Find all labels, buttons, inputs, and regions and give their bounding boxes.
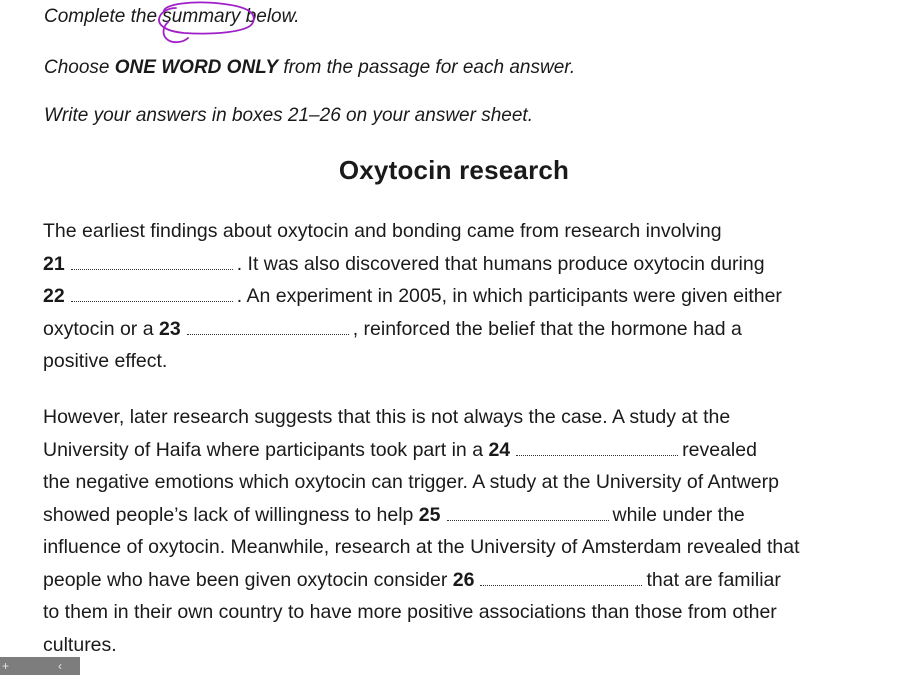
- question-number-23: 23: [158, 317, 181, 340]
- text-line: 22 . An experiment in 2005, in which participants were given either: [43, 285, 782, 307]
- instruction-write-answers: Write your answers in boxes 21–26 on your answer sheet.: [44, 105, 533, 126]
- text-line: positive effect.: [43, 350, 168, 372]
- text-line: cultures.: [43, 633, 117, 656]
- text-line: showed people’s lack of willingness to help 25 while under the: [43, 503, 745, 526]
- summary-title: Oxytocin research: [338, 155, 570, 185]
- chevron-left-icon[interactable]: ‹: [58, 659, 62, 673]
- question-number-21: 21: [43, 252, 65, 275]
- instruction-choose-one-word: Choose ONE WORD ONLY from the passage for each answer.: [44, 57, 576, 78]
- plus-icon[interactable]: +: [2, 659, 10, 673]
- question-number-25: 25: [418, 503, 441, 526]
- text-line: to them in their own country to have more positive associations than those from other: [43, 601, 777, 623]
- answer-gap-24: [516, 437, 678, 456]
- text-line: University of Haifa where participants took part in a 24 revealed: [43, 438, 757, 461]
- video-player-control-bar[interactable]: [0, 657, 80, 675]
- instruction-complete-summary: Complete the summary below.: [44, 6, 300, 28]
- text-line: influence of oxytocin. Meanwhile, research at the University of Amsterdam revealed that: [43, 536, 800, 558]
- answer-gap-22: [71, 283, 233, 302]
- question-number-24: 24: [488, 438, 511, 461]
- answer-gap-25: [447, 502, 609, 521]
- answer-gap-21: [71, 251, 233, 270]
- text-line: However, later research suggests that this is not always the case. A study at the: [43, 406, 731, 428]
- text-line: the negative emotions which oxytocin can trigger. A study at the University of Antwerp: [43, 471, 779, 493]
- summary-paragraph-2: [43, 401, 903, 661]
- question-number-22: 22: [43, 285, 65, 307]
- answer-gap-23: [187, 316, 349, 335]
- text-line: oxytocin or a 23 , reinforced the belief that the hormone had a: [43, 317, 742, 340]
- text-line: The earliest findings about oxytocin and bonding came from research involving: [43, 220, 722, 242]
- answer-gap-26: [480, 567, 642, 586]
- text-line: people who have been given oxytocin consider 26 that are familiar: [43, 568, 781, 591]
- summary-paragraph-1: [43, 215, 903, 378]
- question-number-26: 26: [452, 568, 475, 591]
- circled-word: summary: [162, 6, 240, 28]
- text-line: 21 . It was also discovered that humans produce oxytocin during: [43, 252, 765, 275]
